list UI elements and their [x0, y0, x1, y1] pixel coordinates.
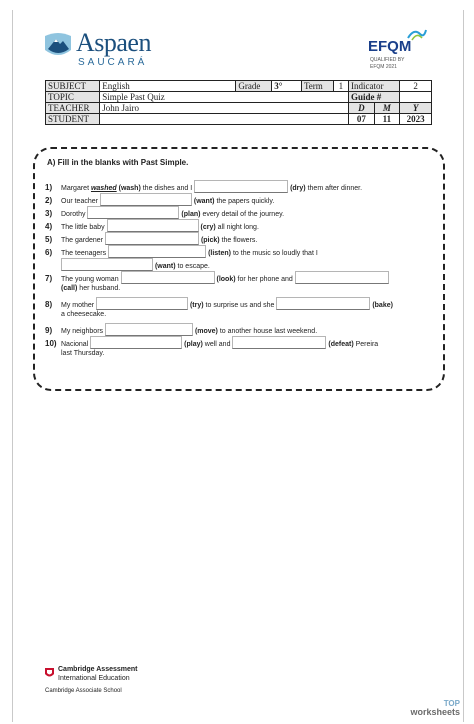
year-value: 2023 — [400, 114, 432, 125]
year-header: Y — [400, 103, 432, 114]
item-text: the dishes and I — [142, 185, 193, 192]
answer-field[interactable] — [107, 219, 199, 232]
verb-hint: (want) — [154, 263, 176, 270]
item-number: 4) — [45, 222, 53, 231]
item-text: the flowers. — [221, 237, 258, 244]
verb-hint: (move) — [194, 328, 218, 335]
efqm-badge — [368, 26, 432, 72]
cambridge-line-2: International Education — [58, 675, 130, 682]
day-header: D — [349, 103, 375, 114]
answer-field[interactable] — [108, 245, 206, 258]
verb-hint: (listen) — [208, 250, 232, 257]
table-row — [46, 81, 432, 92]
item-text: for her phone and — [237, 276, 293, 283]
answer-field[interactable] — [87, 206, 179, 219]
list-item — [45, 180, 362, 194]
verb-hint: (defeat) — [328, 341, 354, 348]
answer-field[interactable] — [232, 336, 326, 349]
answer-field[interactable] — [90, 336, 182, 349]
month-value: 11 — [374, 114, 400, 125]
teacher-label: TEACHER — [46, 103, 100, 114]
list-item — [45, 232, 257, 246]
month-header: M — [374, 103, 400, 114]
item-number: 10) — [45, 339, 57, 348]
item-text: Pereira — [355, 341, 379, 348]
exercise-heading: A) Fill in the blanks with Past Simple. — [47, 158, 189, 167]
item-text: The gardener — [61, 237, 104, 244]
mountain-logo-icon — [44, 30, 72, 60]
list-item — [45, 193, 274, 207]
item-text: Dorothy — [61, 211, 86, 218]
list-item — [45, 297, 393, 311]
table-row — [46, 114, 432, 125]
topic-value: Simple Past Quiz — [100, 92, 349, 103]
item-text: her husband. — [79, 285, 121, 292]
school-name: Aspaen — [76, 28, 151, 57]
item-text: them after dinner. — [307, 185, 363, 192]
exercise-box — [33, 147, 445, 391]
verb-hint: (dry) — [290, 185, 306, 192]
item-text: My neighbors — [61, 328, 104, 335]
item-text: to surprise us and she — [205, 302, 275, 309]
subject-label: SUBJECT — [46, 81, 100, 92]
verb-hint: (pick) — [200, 237, 220, 244]
subject-value: English — [100, 81, 236, 92]
item-text: all night long. — [217, 224, 259, 231]
list-item — [45, 206, 284, 220]
indicator-label: Indicator — [349, 81, 400, 92]
guide-value[interactable] — [400, 92, 432, 103]
item-number: 6) — [45, 248, 53, 257]
grade-value: 3° — [272, 81, 302, 92]
item-number: 3) — [45, 209, 53, 218]
topworksheets-watermark — [404, 700, 460, 716]
efqm-caption-2: EFQM 2021 — [370, 64, 397, 70]
item-number: 1) — [45, 183, 53, 192]
list-item — [45, 219, 259, 233]
verb-hint: (cry) — [200, 224, 216, 231]
example-answer: washed — [90, 185, 117, 192]
school-subtitle: SAUCARÁ — [78, 57, 148, 68]
answer-field[interactable] — [295, 271, 389, 284]
answer-field[interactable] — [61, 258, 153, 271]
item-text: The little baby — [61, 224, 105, 231]
item-text: Our teacher — [61, 198, 98, 205]
efqm-wordmark: EFQM — [368, 38, 412, 55]
answer-field[interactable] — [100, 193, 192, 206]
guide-label: Guide # — [349, 92, 400, 103]
item-text: last Thursday. — [61, 350, 105, 357]
item-text: My mother — [61, 302, 95, 309]
answer-field[interactable] — [105, 323, 193, 336]
shield-icon — [45, 668, 54, 679]
list-item — [45, 323, 317, 337]
item-text: every detail of the journey. — [202, 211, 285, 218]
item-number: 5) — [45, 235, 53, 244]
item-text: well and — [204, 341, 231, 348]
item-text: The young woman — [61, 276, 119, 283]
table-row — [46, 92, 432, 103]
verb-hint: (plan) — [181, 211, 201, 218]
indicator-value: 2 — [400, 81, 432, 92]
cambridge-logo — [45, 666, 185, 706]
list-item-continuation — [61, 349, 104, 359]
info-table — [45, 80, 432, 125]
teacher-value: John Jairo — [100, 103, 349, 114]
watermark-worksheets: worksheets — [410, 707, 460, 717]
day-value: 07 — [349, 114, 375, 125]
item-number: 9) — [45, 326, 53, 335]
efqm-caption-1: QUALIFIED BY — [370, 57, 405, 63]
list-item — [45, 245, 318, 259]
watermark-top: TOP — [443, 699, 460, 708]
item-number: 7) — [45, 274, 53, 283]
student-label: STUDENT — [46, 114, 100, 125]
table-row — [46, 103, 432, 114]
verb-hint: (wash) — [118, 185, 141, 192]
topic-label: TOPIC — [46, 92, 100, 103]
list-item-continuation — [61, 310, 106, 320]
list-item — [45, 271, 389, 285]
school-logo — [44, 30, 204, 70]
verb-hint: (try) — [189, 302, 204, 309]
answer-field[interactable] — [121, 271, 215, 284]
verb-hint: (call) — [61, 285, 78, 292]
verb-hint: (want) — [193, 198, 215, 205]
item-text: to another house last weekend. — [219, 328, 318, 335]
verb-hint: (play) — [184, 341, 203, 348]
list-item-continuation — [61, 258, 210, 272]
cambridge-line-3: Cambridge Associate School — [45, 688, 122, 694]
item-number: 8) — [45, 300, 53, 309]
answer-field[interactable] — [194, 180, 288, 193]
list-item-continuation — [61, 284, 120, 294]
answer-field[interactable] — [276, 297, 370, 310]
student-field[interactable] — [100, 114, 349, 125]
verb-hint: (look) — [216, 276, 236, 283]
item-number: 2) — [45, 196, 53, 205]
verb-hint: (bake) — [372, 302, 393, 309]
list-item — [45, 336, 378, 350]
answer-field[interactable] — [105, 232, 199, 245]
term-value: 1 — [333, 81, 348, 92]
item-text: Margaret — [61, 185, 90, 192]
cambridge-line-1: Cambridge Assessment — [58, 666, 138, 673]
grade-label: Grade — [236, 81, 272, 92]
item-text: Nacional — [61, 341, 89, 348]
item-text: to escape. — [177, 263, 210, 270]
item-text: a cheesecake. — [61, 311, 107, 318]
item-text: the papers quickly. — [216, 198, 275, 205]
answer-field[interactable] — [96, 297, 188, 310]
item-text: The teenagers — [61, 250, 107, 257]
item-text: to the music so loudly that I — [232, 250, 318, 257]
term-label: Term — [301, 81, 333, 92]
